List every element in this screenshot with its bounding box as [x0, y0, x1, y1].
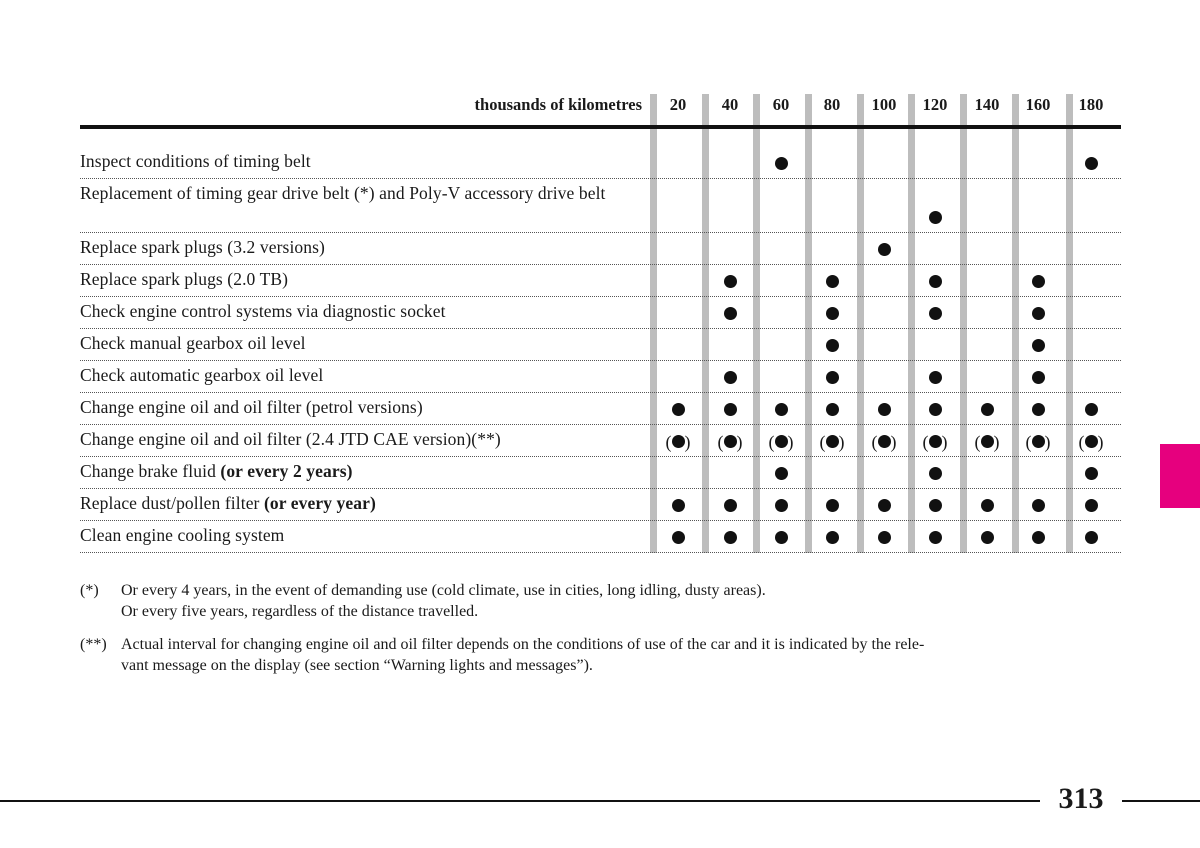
footnote-text: [121, 634, 1121, 676]
bullet-icon: [981, 499, 994, 512]
table-header-label: thousands of kilometres: [474, 95, 642, 114]
service-mark: [1018, 366, 1058, 388]
service-mark: ( ): [1078, 432, 1104, 453]
section-tab: [1160, 444, 1200, 508]
bullet-icon: [929, 403, 942, 416]
bullet-icon: [724, 371, 737, 384]
service-mark: [1071, 494, 1111, 516]
service-mark: [967, 398, 1007, 420]
km-header-60: 60: [772, 95, 790, 114]
service-mark: ( ): [922, 432, 948, 453]
bullet-icon: [929, 531, 942, 544]
bullet-icon: [775, 467, 788, 480]
service-mark: ( ): [871, 432, 897, 453]
footnote-marker: (**): [80, 636, 107, 653]
service-mark: [915, 462, 955, 484]
bullet-icon: [1032, 531, 1045, 544]
bullet-icon: [775, 435, 788, 448]
bullet-icon: [826, 371, 839, 384]
service-mark: [710, 494, 750, 516]
bullet-icon: [672, 403, 685, 416]
service-mark: [710, 526, 750, 548]
bullet-icon: [826, 435, 839, 448]
task-label: Replacement of timing gear drive belt (*) and Poly-V accessory drive belt: [80, 183, 606, 203]
bullet-icon: [878, 499, 891, 512]
footnote-line: Actual interval for changing engine oil and oil filter depends on the conditions of use of the car and it is indicated by the rele-: [121, 636, 925, 653]
service-mark: [761, 494, 801, 516]
bullet-icon: [929, 435, 942, 448]
km-header-180: 180: [1078, 95, 1104, 114]
service-mark: [915, 494, 955, 516]
km-header-20: 20: [669, 95, 687, 114]
table-row: [80, 146, 1121, 179]
task-label: Replace dust/pollen filter (or every year): [80, 493, 376, 513]
service-mark: [1071, 398, 1111, 420]
task-label: Check engine control systems via diagnostic socket: [80, 301, 446, 321]
footnote-marker: (*): [80, 582, 99, 599]
service-mark: [915, 206, 955, 228]
bullet-icon: [1085, 499, 1098, 512]
bullet-icon: [775, 531, 788, 544]
service-mark: [1018, 398, 1058, 420]
service-mark: [864, 494, 904, 516]
task-label: Check automatic gearbox oil level: [80, 365, 324, 385]
service-mark: [915, 302, 955, 324]
service-mark: [812, 366, 852, 388]
service-mark: [710, 302, 750, 324]
bullet-icon: [981, 435, 994, 448]
bullet-icon: [878, 435, 891, 448]
page-number: 313: [1058, 782, 1104, 815]
bullet-icon: [1085, 157, 1098, 170]
bullet-icon: [826, 275, 839, 288]
service-mark: [1018, 526, 1058, 548]
bullet-icon: [826, 403, 839, 416]
bullet-icon: [1085, 467, 1098, 480]
service-mark: [812, 494, 852, 516]
service-mark: [710, 270, 750, 292]
bullet-icon: [878, 531, 891, 544]
service-mark: [864, 238, 904, 260]
service-mark: [864, 526, 904, 548]
bullet-icon: [826, 339, 839, 352]
bullet-icon: [1032, 499, 1045, 512]
bullet-icon: [1032, 307, 1045, 320]
service-mark: [967, 526, 1007, 548]
bullet-icon: [929, 499, 942, 512]
bullet-icon: [1032, 403, 1045, 416]
footer-rule-left: [0, 800, 1040, 802]
km-header-120: 120: [922, 95, 948, 114]
bullet-icon: [981, 531, 994, 544]
task-label: Change engine oil and oil filter (2.4 JTD CAE version)(**): [80, 429, 501, 449]
service-mark: [1018, 334, 1058, 356]
task-label: Change brake fluid (or every 2 years): [80, 461, 353, 481]
bullet-icon: [775, 403, 788, 416]
service-mark: [1071, 462, 1111, 484]
task-label: Inspect conditions of timing belt: [80, 151, 311, 171]
service-mark: [710, 366, 750, 388]
footnote-text: [121, 580, 1121, 622]
table-row: [80, 232, 1121, 265]
km-header-80: 80: [823, 95, 841, 114]
service-mark: [658, 526, 698, 548]
service-mark: [761, 462, 801, 484]
service-mark: [812, 526, 852, 548]
bullet-icon: [724, 499, 737, 512]
service-mark: ( ): [819, 432, 845, 453]
bullet-icon: [878, 243, 891, 256]
service-mark: [967, 494, 1007, 516]
table-row: [80, 264, 1121, 297]
service-mark: ( ): [974, 432, 1000, 453]
km-header-100: 100: [871, 95, 897, 114]
bullet-icon: [929, 371, 942, 384]
bullet-icon: [1085, 531, 1098, 544]
table-row: [80, 328, 1121, 361]
bullet-icon: [724, 435, 737, 448]
service-mark: ( ): [717, 432, 743, 453]
bullet-icon: [826, 307, 839, 320]
service-mark: [915, 398, 955, 420]
table-row: [80, 488, 1121, 521]
bullet-icon: [724, 307, 737, 320]
service-mark: [1071, 526, 1111, 548]
service-mark: [812, 398, 852, 420]
km-header-40: 40: [721, 95, 739, 114]
bullet-icon: [1085, 435, 1098, 448]
service-mark: [658, 494, 698, 516]
km-header-140: 140: [974, 95, 1000, 114]
bullet-icon: [929, 275, 942, 288]
service-mark: [1018, 494, 1058, 516]
service-mark: ( ): [768, 432, 794, 453]
task-label: Clean engine cooling system: [80, 525, 285, 545]
footnote-line: vant message on the display (see section “Warning lights and messages”).: [121, 657, 593, 674]
service-mark: [761, 398, 801, 420]
bullet-icon: [826, 499, 839, 512]
task-label: Check manual gearbox oil level: [80, 333, 306, 353]
bullet-icon: [1032, 371, 1045, 384]
task-label: Replace spark plugs (2.0 TB): [80, 269, 289, 289]
bullet-icon: [929, 467, 942, 480]
bullet-icon: [1032, 435, 1045, 448]
table-row: [80, 296, 1121, 329]
service-mark: [915, 270, 955, 292]
bullet-icon: [775, 499, 788, 512]
service-mark: [761, 152, 801, 174]
service-mark: [812, 302, 852, 324]
bullet-icon: [981, 403, 994, 416]
table-row: [80, 520, 1121, 553]
bullet-icon: [1032, 275, 1045, 288]
bullet-icon: [1032, 339, 1045, 352]
task-label: Change engine oil and oil filter (petrol versions): [80, 397, 423, 417]
task-label: Replace spark plugs (3.2 versions): [80, 237, 325, 257]
bullet-icon: [672, 499, 685, 512]
table-row: [80, 456, 1121, 489]
bullet-icon: [724, 531, 737, 544]
service-mark: ( ): [1025, 432, 1051, 453]
km-header-160: 160: [1025, 95, 1051, 114]
service-mark: [915, 366, 955, 388]
bullet-icon: [724, 275, 737, 288]
service-mark: [812, 270, 852, 292]
service-mark: ( ): [665, 432, 691, 453]
footnote-line: Or every 4 years, in the event of demanding use (cold climate, use in cities, long idling, dusty areas).: [121, 582, 766, 599]
service-mark: [1071, 152, 1111, 174]
footnote-line: Or every five years, regardless of the distance travelled.: [121, 603, 479, 620]
bullet-icon: [1085, 403, 1098, 416]
header-rule: [80, 125, 1121, 129]
service-mark: [1018, 302, 1058, 324]
bullet-icon: [724, 403, 737, 416]
service-mark: [812, 334, 852, 356]
table-row: [80, 360, 1121, 393]
table-row: [80, 424, 1121, 457]
bullet-icon: [929, 307, 942, 320]
bullet-icon: [672, 531, 685, 544]
service-mark: [915, 526, 955, 548]
table-row: [80, 392, 1121, 425]
table-row: [80, 178, 1121, 233]
bullet-icon: [929, 211, 942, 224]
bullet-icon: [672, 435, 685, 448]
bullet-icon: [775, 157, 788, 170]
bullet-icon: [878, 403, 891, 416]
footer-rule-right: [1122, 800, 1200, 802]
service-mark: [864, 398, 904, 420]
service-mark: [658, 398, 698, 420]
service-mark: [710, 398, 750, 420]
bullet-icon: [826, 531, 839, 544]
service-mark: [761, 526, 801, 548]
service-mark: [1018, 270, 1058, 292]
